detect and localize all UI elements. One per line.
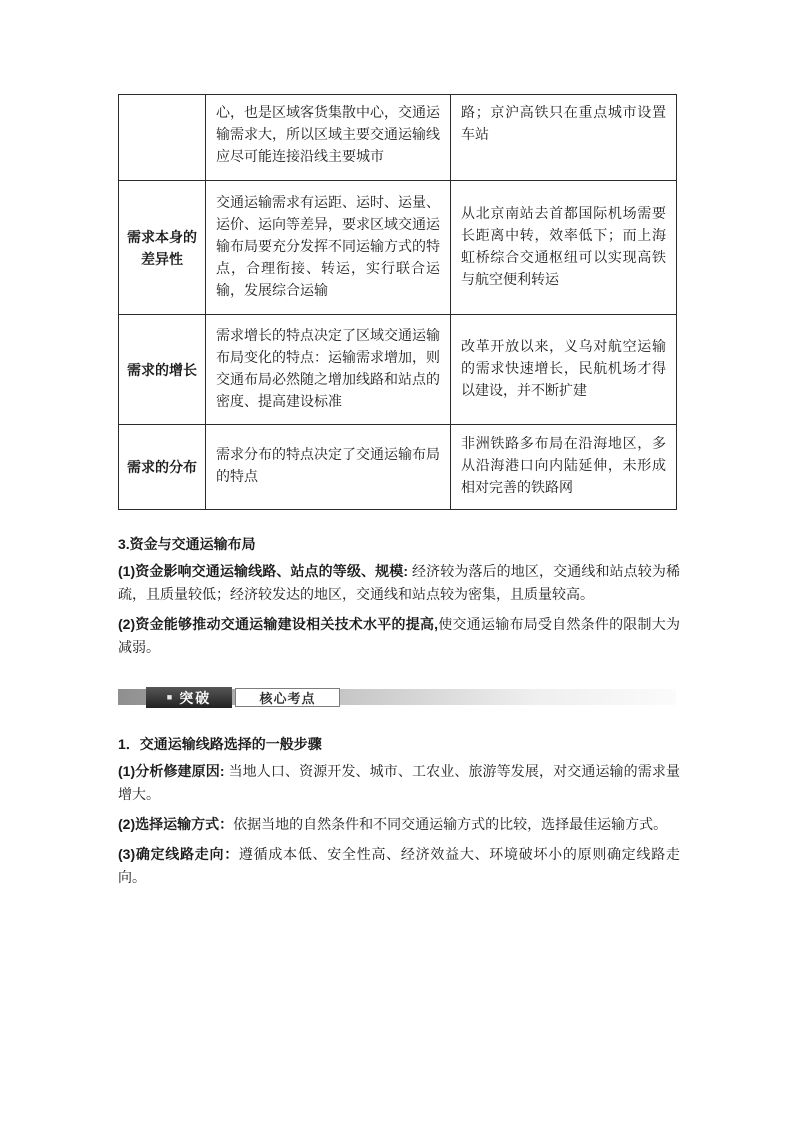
paragraph [118, 813, 680, 837]
table-row [119, 315, 677, 425]
table-cell-example: 路；京沪高铁只在重点城市设置车站 [451, 95, 677, 181]
table-cell-explanation: 心，也是区域客货集散中心，交通运输需求大，所以区域主要交通运输线应尽可能连接沿线主要城市 [206, 95, 451, 181]
funding-section [118, 533, 680, 666]
paragraph [118, 843, 680, 890]
table-row [119, 425, 677, 510]
paragraph-lead: (2)资金能够推动交通运输建设相关技术水平的提高, [118, 616, 439, 632]
paragraph [118, 560, 680, 607]
paragraph-text: 使交通运输布局受自然条件的限制大为减弱。 [118, 618, 681, 656]
breakthrough-tab [146, 687, 232, 708]
table-cell-explanation: 交通运输需求有运距、运时、运量、运价、运向等差异，要求区域交通运输布局要充分发挥不同运输方式的特点，合理衔接、转运，实行联合运输，发展综合运输 [206, 181, 451, 315]
paragraph-text: 经济较为落后的地区，交通线和站点较为稀疏，且质量较低；经济较发达的地区，交通线和站点较为密集，且质量较高。 [118, 565, 680, 603]
table-row [119, 95, 677, 181]
section-banner [118, 687, 676, 708]
paragraph [118, 760, 680, 807]
table-cell-row-header [119, 95, 206, 181]
table-cell-example: 从北京南站去首都国际机场需要长距离中转，效率低下；而上海虹桥综合交通枢纽可以实现高铁与航空便利转运 [451, 181, 677, 315]
table-cell-row-header: 需求本身的差异性 [119, 181, 206, 315]
paragraph-lead: (3)确定线路走向： [118, 846, 239, 862]
table-cell-explanation: 需求增长的特点决定了区域交通运输布局变化的特点：运输需求增加，则交通布局必然随之增加线路和站点的密度、提高建设标准 [206, 315, 451, 425]
paragraph-lead: (1)资金影响交通运输线路、站点的等级、规模: [118, 563, 412, 579]
table-cell-explanation: 需求分布的特点决定了交通运输布局的特点 [206, 425, 451, 510]
steps-section-title: 1．交通运输线路选择的一般步骤 [118, 736, 322, 752]
paragraph-lead: (1)分析修建原因: [118, 763, 229, 779]
paragraph [118, 613, 680, 660]
breakthrough-label: 突破 [179, 689, 212, 706]
core-topics-tab: 核心考点 [235, 688, 340, 707]
funding-section-title: 3.资金与交通运输布局 [118, 536, 256, 552]
square-bullet-icon: ■ [166, 692, 173, 702]
paragraph-text: 依据当地的自然条件和不同交通运输方式的比较，选择最佳运输方式。 [233, 818, 668, 833]
table-cell-example: 非洲铁路多布局在沿海地区，多从沿海港口向内陆延伸，未形成相对完善的铁路网 [451, 425, 677, 510]
table-row [119, 181, 677, 315]
steps-section [118, 733, 680, 896]
paragraph-lead: (2)选择运输方式： [118, 816, 234, 832]
table-cell-example: 改革开放以来，义乌对航空运输的需求快速增长，民航机场才得以建设，并不断扩建 [451, 315, 677, 425]
table-cell-row-header: 需求的分布 [119, 425, 206, 510]
paragraph-text: 遵循成本低、安全性高、经济效益大、环境破坏小的原则确定线路走向。 [118, 848, 680, 886]
paragraph-text: 当地人口、资源开发、城市、工农业、旅游等发展，对交通运输的需求量增大。 [118, 765, 681, 803]
transport-demand-table [118, 94, 677, 510]
table-cell-row-header: 需求的增长 [119, 315, 206, 425]
